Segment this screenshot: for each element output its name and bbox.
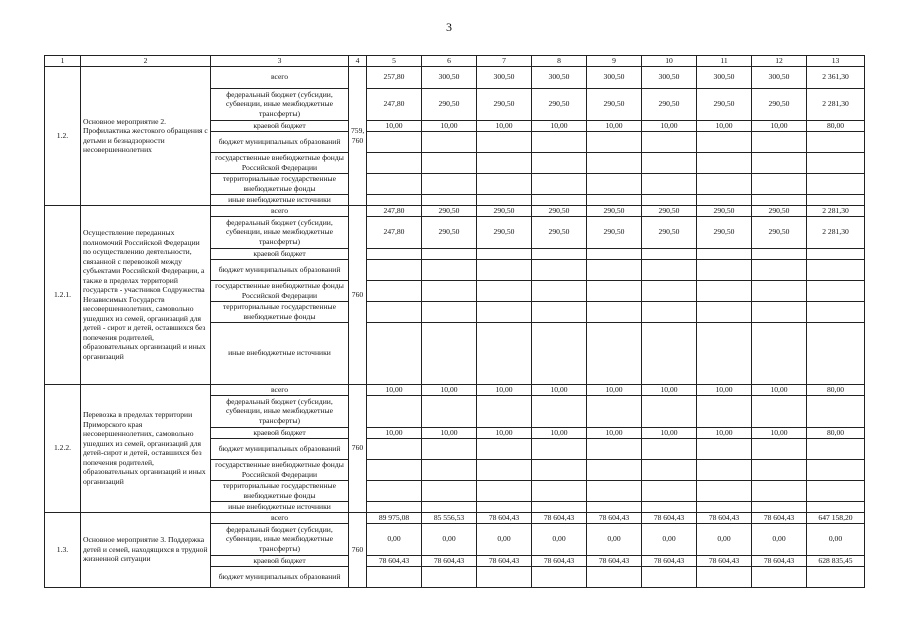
amount-cell bbox=[642, 131, 697, 152]
amount-cell: 290,50 bbox=[422, 205, 477, 216]
amount-cell: 78 604,43 bbox=[752, 555, 807, 566]
amount-cell bbox=[752, 152, 807, 173]
amount-cell: 300,50 bbox=[587, 66, 642, 88]
amount-cell: 78 604,43 bbox=[697, 555, 752, 566]
amount-cell: 78 604,43 bbox=[587, 512, 642, 523]
amount-cell bbox=[532, 173, 587, 194]
amount-cell bbox=[477, 480, 532, 501]
amount-cell: 78 604,43 bbox=[642, 512, 697, 523]
amount-cell: 290,50 bbox=[422, 216, 477, 248]
section-code: 1.2.2. bbox=[45, 384, 81, 512]
amount-cell bbox=[697, 322, 752, 384]
amount-cell: 290,50 bbox=[642, 216, 697, 248]
amount-cell bbox=[532, 438, 587, 459]
amount-cell bbox=[807, 301, 865, 322]
amount-cell: 247,80 bbox=[367, 216, 422, 248]
amount-cell: 2 281,30 bbox=[807, 88, 865, 120]
amount-cell: 300,50 bbox=[477, 66, 532, 88]
amount-cell bbox=[477, 459, 532, 480]
amount-cell bbox=[422, 395, 477, 427]
amount-cell bbox=[697, 395, 752, 427]
amount-cell: 2 281,30 bbox=[807, 216, 865, 248]
amount-cell: 0,00 bbox=[697, 523, 752, 555]
amount-cell bbox=[367, 280, 422, 301]
amount-cell bbox=[697, 131, 752, 152]
amount-cell bbox=[642, 280, 697, 301]
amount-cell bbox=[422, 322, 477, 384]
amount-cell bbox=[477, 395, 532, 427]
amount-cell bbox=[752, 480, 807, 501]
amount-cell bbox=[752, 322, 807, 384]
amount-cell: 290,50 bbox=[477, 88, 532, 120]
amount-cell: 80,00 bbox=[807, 427, 865, 438]
funding-source: всего bbox=[211, 205, 349, 216]
amount-cell bbox=[532, 501, 587, 512]
grbs-code: 759, 760 bbox=[349, 66, 367, 205]
amount-cell: 10,00 bbox=[532, 384, 587, 395]
amount-cell: 290,50 bbox=[752, 205, 807, 216]
column-header: 6 bbox=[422, 56, 477, 67]
amount-cell: 647 158,20 bbox=[807, 512, 865, 523]
amount-cell: 10,00 bbox=[697, 427, 752, 438]
amount-cell: 78 604,43 bbox=[532, 512, 587, 523]
amount-cell: 10,00 bbox=[422, 384, 477, 395]
amount-cell bbox=[422, 248, 477, 259]
amount-cell: 78 604,43 bbox=[477, 555, 532, 566]
amount-cell: 0,00 bbox=[367, 523, 422, 555]
amount-cell bbox=[587, 152, 642, 173]
amount-cell bbox=[752, 459, 807, 480]
amount-cell bbox=[422, 459, 477, 480]
amount-cell: 10,00 bbox=[587, 120, 642, 131]
amount-cell bbox=[477, 248, 532, 259]
funding-source: иные внебюджетные источники bbox=[211, 194, 349, 205]
section-code: 1.2.1. bbox=[45, 205, 81, 384]
amount-cell: 10,00 bbox=[752, 384, 807, 395]
amount-cell: 10,00 bbox=[642, 427, 697, 438]
amount-cell bbox=[532, 131, 587, 152]
grbs-code: 760 bbox=[349, 512, 367, 587]
amount-cell bbox=[587, 322, 642, 384]
amount-cell bbox=[587, 566, 642, 587]
column-header: 7 bbox=[477, 56, 532, 67]
amount-cell: 78 604,43 bbox=[367, 555, 422, 566]
amount-cell bbox=[532, 301, 587, 322]
amount-cell: 78 604,43 bbox=[422, 555, 477, 566]
amount-cell: 10,00 bbox=[367, 427, 422, 438]
amount-cell bbox=[477, 280, 532, 301]
amount-cell: 300,50 bbox=[532, 66, 587, 88]
amount-cell bbox=[367, 459, 422, 480]
amount-cell: 89 975,08 bbox=[367, 512, 422, 523]
amount-cell bbox=[587, 248, 642, 259]
amount-cell bbox=[752, 259, 807, 280]
amount-cell bbox=[807, 152, 865, 173]
amount-cell bbox=[697, 501, 752, 512]
amount-cell: 290,50 bbox=[642, 205, 697, 216]
amount-cell bbox=[642, 322, 697, 384]
amount-cell bbox=[422, 438, 477, 459]
amount-cell bbox=[807, 438, 865, 459]
amount-cell bbox=[752, 395, 807, 427]
amount-cell: 80,00 bbox=[807, 384, 865, 395]
amount-cell bbox=[477, 173, 532, 194]
amount-cell: 290,50 bbox=[422, 88, 477, 120]
column-header: 4 bbox=[349, 56, 367, 67]
amount-cell bbox=[477, 438, 532, 459]
amount-cell bbox=[697, 173, 752, 194]
funding-source: всего bbox=[211, 512, 349, 523]
table-row bbox=[45, 205, 865, 216]
amount-cell bbox=[807, 131, 865, 152]
funding-source: краевой бюджет bbox=[211, 248, 349, 259]
amount-cell: 290,50 bbox=[752, 216, 807, 248]
amount-cell: 300,50 bbox=[642, 66, 697, 88]
amount-cell: 2 281,30 bbox=[807, 205, 865, 216]
amount-cell bbox=[367, 480, 422, 501]
amount-cell bbox=[697, 480, 752, 501]
amount-cell: 257,80 bbox=[367, 66, 422, 88]
amount-cell: 10,00 bbox=[367, 384, 422, 395]
amount-cell bbox=[367, 173, 422, 194]
grbs-code: 760 bbox=[349, 384, 367, 512]
section-name: Осуществление переданных полномочий Российской Федерации по осуществлению деятельности, связанной с перевозкой между субъектами Российской Федерации, а также в пределах территорий государств - участников Содружества Независимых Государств несовершеннолетних, самовольно ушедших из семей, организаций для детей - сирот и детей, оставшихся без попечения родителей, образовательных организаций и иных организаций bbox=[81, 205, 211, 384]
amount-cell: 78 604,43 bbox=[697, 512, 752, 523]
amount-cell: 78 604,43 bbox=[477, 512, 532, 523]
amount-cell: 290,50 bbox=[587, 88, 642, 120]
amount-cell bbox=[367, 395, 422, 427]
funding-source: всего bbox=[211, 66, 349, 88]
funding-source: бюджет муниципальных образований bbox=[211, 438, 349, 459]
amount-cell: 290,50 bbox=[477, 216, 532, 248]
amount-cell bbox=[587, 259, 642, 280]
amount-cell bbox=[807, 173, 865, 194]
amount-cell bbox=[422, 301, 477, 322]
amount-cell bbox=[587, 480, 642, 501]
amount-cell bbox=[532, 395, 587, 427]
amount-cell: 290,50 bbox=[642, 88, 697, 120]
amount-cell: 0,00 bbox=[422, 523, 477, 555]
amount-cell bbox=[367, 248, 422, 259]
amount-cell bbox=[477, 194, 532, 205]
funding-source: федеральный бюджет (субсидии, субвенции, иные межбюджетные трансферты) bbox=[211, 395, 349, 427]
amount-cell: 78 604,43 bbox=[532, 555, 587, 566]
amount-cell bbox=[807, 259, 865, 280]
amount-cell bbox=[807, 248, 865, 259]
amount-cell: 300,50 bbox=[752, 66, 807, 88]
amount-cell bbox=[477, 322, 532, 384]
amount-cell bbox=[477, 566, 532, 587]
amount-cell bbox=[422, 152, 477, 173]
amount-cell bbox=[367, 194, 422, 205]
amount-cell bbox=[642, 173, 697, 194]
amount-cell bbox=[807, 480, 865, 501]
funding-source: территориальные государственные внебюджетные фонды bbox=[211, 301, 349, 322]
column-header: 2 bbox=[81, 56, 211, 67]
amount-cell bbox=[422, 259, 477, 280]
column-header: 12 bbox=[752, 56, 807, 67]
section-name: Перевозка в пределах территории Приморского края несовершеннолетних, самовольно ушедших из семей, организаций для детей-сирот и детей, оставшихся без попечения родителей, образовательных организаций и иных организаций bbox=[81, 384, 211, 512]
funding-source: федеральный бюджет (субсидии, субвенции, иные межбюджетные трансферты) bbox=[211, 523, 349, 555]
amount-cell: 300,50 bbox=[422, 66, 477, 88]
column-header: 10 bbox=[642, 56, 697, 67]
amount-cell bbox=[642, 259, 697, 280]
amount-cell bbox=[642, 480, 697, 501]
amount-cell: 290,50 bbox=[697, 88, 752, 120]
funding-source: государственные внебюджетные фонды Российской Федерации bbox=[211, 152, 349, 173]
amount-cell: 80,00 bbox=[807, 120, 865, 131]
amount-cell: 0,00 bbox=[587, 523, 642, 555]
amount-cell bbox=[422, 173, 477, 194]
amount-cell: 10,00 bbox=[752, 427, 807, 438]
amount-cell bbox=[477, 301, 532, 322]
funding-source: бюджет муниципальных образований bbox=[211, 566, 349, 587]
amount-cell bbox=[587, 301, 642, 322]
amount-cell: 628 835,45 bbox=[807, 555, 865, 566]
amount-cell bbox=[807, 194, 865, 205]
amount-cell bbox=[752, 301, 807, 322]
amount-cell: 290,50 bbox=[587, 216, 642, 248]
amount-cell: 300,50 bbox=[697, 66, 752, 88]
amount-cell bbox=[587, 501, 642, 512]
amount-cell bbox=[752, 566, 807, 587]
amount-cell: 78 604,43 bbox=[752, 512, 807, 523]
amount-cell bbox=[807, 280, 865, 301]
table-row bbox=[45, 512, 865, 523]
amount-cell bbox=[697, 152, 752, 173]
funding-source: территориальные государственные внебюджетные фонды bbox=[211, 480, 349, 501]
amount-cell bbox=[697, 438, 752, 459]
amount-cell bbox=[642, 459, 697, 480]
amount-cell bbox=[642, 301, 697, 322]
budget-table bbox=[44, 55, 865, 588]
column-header: 1 bbox=[45, 56, 81, 67]
column-header: 13 bbox=[807, 56, 865, 67]
amount-cell: 290,50 bbox=[697, 216, 752, 248]
amount-cell bbox=[752, 438, 807, 459]
amount-cell: 10,00 bbox=[422, 427, 477, 438]
amount-cell: 10,00 bbox=[477, 120, 532, 131]
amount-cell bbox=[697, 301, 752, 322]
amount-cell: 10,00 bbox=[532, 427, 587, 438]
amount-cell: 78 604,43 bbox=[642, 555, 697, 566]
funding-source: государственные внебюджетные фонды Российской Федерации bbox=[211, 280, 349, 301]
section-code: 1.2. bbox=[45, 66, 81, 205]
amount-cell bbox=[752, 131, 807, 152]
amount-cell bbox=[422, 131, 477, 152]
amount-cell bbox=[532, 194, 587, 205]
amount-cell: 0,00 bbox=[807, 523, 865, 555]
amount-cell bbox=[587, 395, 642, 427]
amount-cell bbox=[587, 194, 642, 205]
amount-cell bbox=[587, 173, 642, 194]
funding-source: иные внебюджетные источники bbox=[211, 322, 349, 384]
grbs-code: 760 bbox=[349, 205, 367, 384]
amount-cell bbox=[752, 173, 807, 194]
amount-cell bbox=[642, 248, 697, 259]
amount-cell: 10,00 bbox=[752, 120, 807, 131]
amount-cell: 10,00 bbox=[477, 384, 532, 395]
amount-cell: 290,50 bbox=[477, 205, 532, 216]
funding-source: краевой бюджет bbox=[211, 555, 349, 566]
amount-cell: 0,00 bbox=[642, 523, 697, 555]
amount-cell bbox=[422, 194, 477, 205]
amount-cell bbox=[752, 280, 807, 301]
amount-cell bbox=[477, 152, 532, 173]
amount-cell bbox=[367, 259, 422, 280]
amount-cell: 85 556,53 bbox=[422, 512, 477, 523]
amount-cell: 0,00 bbox=[532, 523, 587, 555]
amount-cell: 10,00 bbox=[532, 120, 587, 131]
amount-cell: 290,50 bbox=[532, 205, 587, 216]
funding-source: бюджет муниципальных образований bbox=[211, 259, 349, 280]
table-row bbox=[45, 384, 865, 395]
amount-cell: 290,50 bbox=[752, 88, 807, 120]
amount-cell bbox=[697, 566, 752, 587]
amount-cell bbox=[587, 280, 642, 301]
amount-cell bbox=[697, 259, 752, 280]
column-header: 9 bbox=[587, 56, 642, 67]
amount-cell bbox=[422, 501, 477, 512]
funding-source: федеральный бюджет (субсидии, субвенции, иные межбюджетные трансферты) bbox=[211, 216, 349, 248]
amount-cell bbox=[422, 480, 477, 501]
funding-source: территориальные государственные внебюджетные фонды bbox=[211, 173, 349, 194]
amount-cell bbox=[367, 152, 422, 173]
column-header: 5 bbox=[367, 56, 422, 67]
amount-cell bbox=[697, 248, 752, 259]
amount-cell bbox=[532, 566, 587, 587]
page-number: 3 bbox=[446, 20, 452, 34]
amount-cell bbox=[367, 301, 422, 322]
column-header: 3 bbox=[211, 56, 349, 67]
amount-cell bbox=[807, 501, 865, 512]
amount-cell bbox=[642, 566, 697, 587]
amount-cell: 290,50 bbox=[532, 88, 587, 120]
amount-cell: 78 604,43 bbox=[587, 555, 642, 566]
amount-cell bbox=[752, 194, 807, 205]
amount-cell bbox=[422, 280, 477, 301]
amount-cell: 0,00 bbox=[752, 523, 807, 555]
amount-cell: 290,50 bbox=[532, 216, 587, 248]
amount-cell bbox=[587, 131, 642, 152]
amount-cell: 10,00 bbox=[642, 384, 697, 395]
amount-cell bbox=[532, 459, 587, 480]
amount-cell bbox=[697, 459, 752, 480]
amount-cell bbox=[697, 280, 752, 301]
amount-cell bbox=[587, 438, 642, 459]
funding-source: всего bbox=[211, 384, 349, 395]
amount-cell bbox=[367, 501, 422, 512]
amount-cell bbox=[532, 259, 587, 280]
amount-cell: 10,00 bbox=[697, 384, 752, 395]
section-name: Основное мероприятие 3. Поддержка детей и семей, находящихся в трудной жизненной ситуации bbox=[81, 512, 211, 587]
amount-cell: 2 361,30 bbox=[807, 66, 865, 88]
amount-cell: 10,00 bbox=[587, 427, 642, 438]
amount-cell bbox=[642, 194, 697, 205]
amount-cell bbox=[807, 459, 865, 480]
amount-cell bbox=[367, 566, 422, 587]
amount-cell bbox=[367, 131, 422, 152]
amount-cell: 0,00 bbox=[477, 523, 532, 555]
column-header: 8 bbox=[532, 56, 587, 67]
amount-cell: 10,00 bbox=[367, 120, 422, 131]
section-code: 1.3. bbox=[45, 512, 81, 587]
amount-cell bbox=[422, 566, 477, 587]
amount-cell bbox=[807, 322, 865, 384]
amount-cell: 290,50 bbox=[697, 205, 752, 216]
amount-cell: 290,50 bbox=[587, 205, 642, 216]
funding-source: краевой бюджет bbox=[211, 427, 349, 438]
amount-cell bbox=[477, 259, 532, 280]
amount-cell bbox=[367, 438, 422, 459]
amount-cell bbox=[642, 395, 697, 427]
amount-cell bbox=[642, 501, 697, 512]
amount-cell: 10,00 bbox=[697, 120, 752, 131]
column-header: 11 bbox=[697, 56, 752, 67]
amount-cell bbox=[367, 322, 422, 384]
amount-cell bbox=[477, 131, 532, 152]
funding-source: бюджет муниципальных образований bbox=[211, 131, 349, 152]
amount-cell: 10,00 bbox=[477, 427, 532, 438]
amount-cell: 10,00 bbox=[642, 120, 697, 131]
table-row bbox=[45, 66, 865, 88]
amount-cell bbox=[477, 501, 532, 512]
section-name: Основное мероприятие 2. Профилактика жестокого обращения с детьми и безнадзорности несовершеннолетних bbox=[81, 66, 211, 205]
amount-cell bbox=[532, 280, 587, 301]
funding-source: государственные внебюджетные фонды Российской Федерации bbox=[211, 459, 349, 480]
amount-cell: 247,80 bbox=[367, 205, 422, 216]
amount-cell bbox=[532, 480, 587, 501]
amount-cell bbox=[697, 194, 752, 205]
amount-cell bbox=[532, 322, 587, 384]
amount-cell: 247,80 bbox=[367, 88, 422, 120]
amount-cell: 10,00 bbox=[587, 384, 642, 395]
funding-source: иные внебюджетные источники bbox=[211, 501, 349, 512]
funding-source: краевой бюджет bbox=[211, 120, 349, 131]
amount-cell bbox=[807, 395, 865, 427]
amount-cell bbox=[532, 152, 587, 173]
amount-cell bbox=[642, 438, 697, 459]
amount-cell bbox=[587, 459, 642, 480]
amount-cell bbox=[752, 501, 807, 512]
amount-cell bbox=[532, 248, 587, 259]
header-row bbox=[45, 56, 865, 67]
amount-cell bbox=[807, 566, 865, 587]
amount-cell bbox=[752, 248, 807, 259]
funding-source: федеральный бюджет (субсидии, субвенции, иные межбюджетные трансферты) bbox=[211, 88, 349, 120]
amount-cell bbox=[642, 152, 697, 173]
amount-cell: 10,00 bbox=[422, 120, 477, 131]
